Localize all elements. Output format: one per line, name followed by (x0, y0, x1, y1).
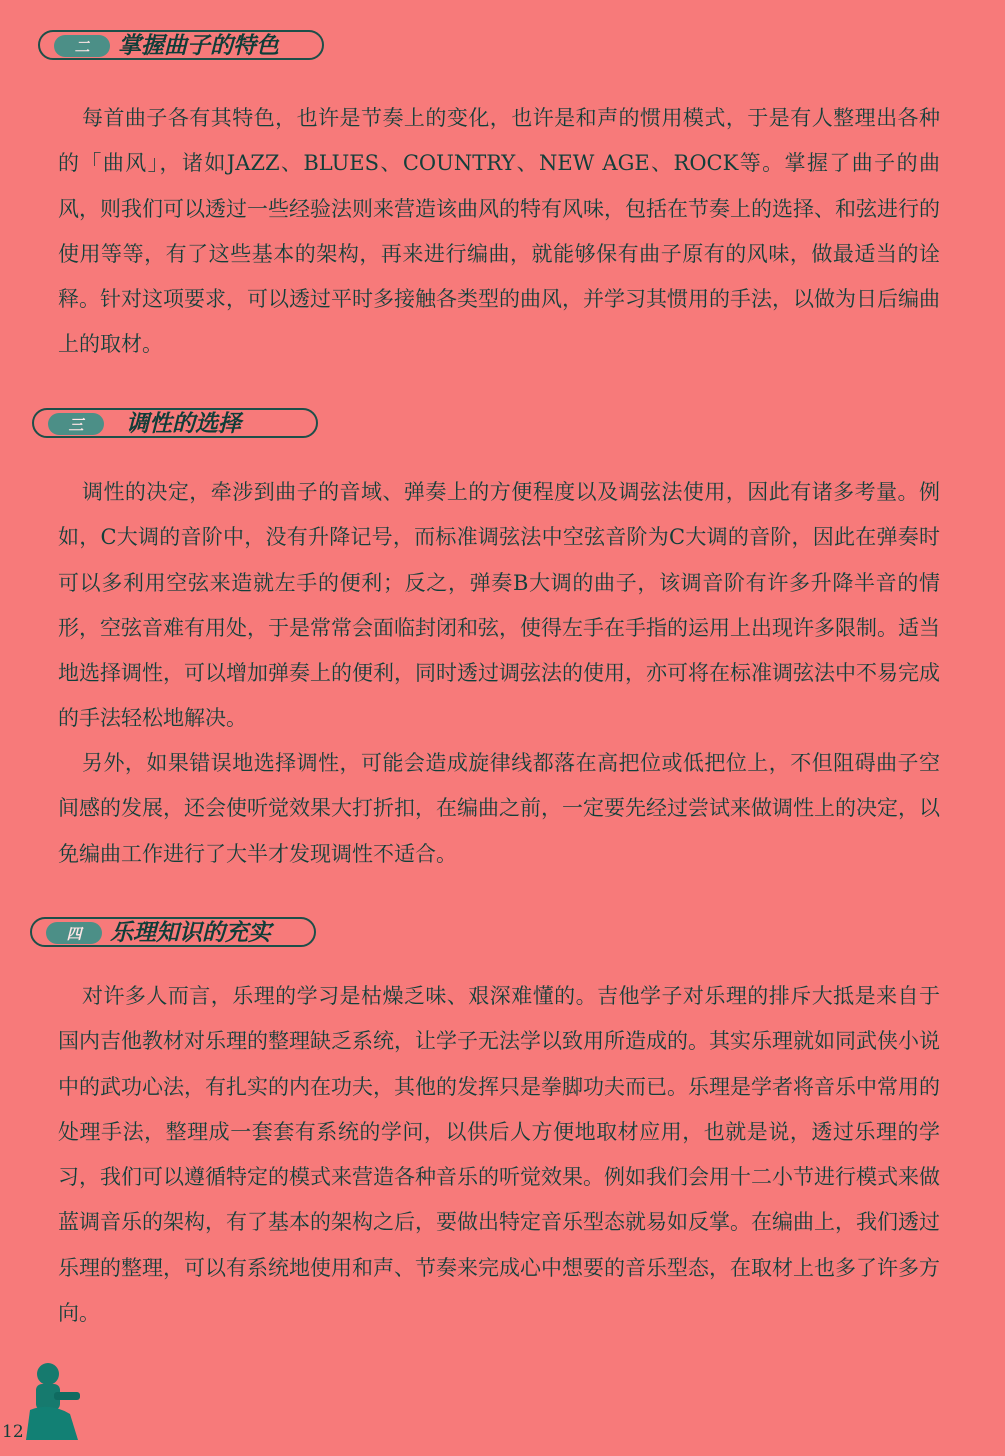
section-title: 调性的选择 (126, 411, 241, 437)
paragraph: 对许多人而言，乐理的学习是枯燥乏味、艰深难懂的。吉他学子对乐理的排斥大抵是来自于国内吉他教材对乐理的整理缺乏系统，让学子无法学以致用所造成的。其实乐理就如同武侠小说中的武功心法，有扎实的内在功夫，其他的发挥只是拳脚功夫而已。乐理是学者将音乐中常用的处理手法，整理成一套套有系统的学问，以供后人方便地取材应用，也就是说，透过乐理的学习，我们可以遵循特定的模式来营造各种音乐的听觉效果。例如我们会用十二小节进行模式来做蓝调音乐的架构，有了基本的架构之后，要做出特定音乐型态就易如反掌。在编曲上，我们透过乐理的整理，可以有系统地使用和声、节奏来完成心中想要的音乐型态，在取材上也多了许多方向。 (58, 984, 940, 1326)
section-number-badge: 四 (46, 922, 102, 944)
section-number-badge: 三 (48, 413, 104, 435)
paragraph: 另外，如果错误地选择调性，可能会造成旋律线都落在高把位或低把位上，不但阻碍曲子空间感的发展，还会使听觉效果大打折扣，在编曲之前，一定要先经过尝试来做调性上的决定，以免编曲工作进行了大半才发现调性不适合。 (58, 751, 940, 866)
page-number: 12 (2, 1422, 24, 1442)
section-title: 掌握曲子的特色 (118, 33, 279, 59)
section-header-key (32, 408, 318, 438)
paragraph: 调性的决定，牵涉到曲子的音域、弹奏上的方便程度以及调弦法使用，因此有诸多考量。例如，C大调的音阶中，没有升降记号，而标准调弦法中空弦音阶为C大调的音阶，因此在弹奏时可以多利用空弦来造就左手的便利；反之，弹奏B大调的曲子，该调音阶有许多升降半音的情形，空弦音难有用处，于是常常会面临封闭和弦，使得左手在手指的运用上出现许多限制。适当地选择调性，可以增加弹奏上的便利，同时透过调弦法的使用，亦可将在标准调弦法中不易完成的手法轻松地解决。 (58, 480, 940, 731)
section-number-badge: 二 (54, 35, 110, 57)
section-header-style (38, 30, 324, 60)
section-header-theory (30, 917, 316, 947)
guitarist-silhouette-icon (20, 1362, 84, 1442)
section-title: 乐理知识的充实 (110, 920, 271, 946)
paragraph: 每首曲子各有其特色，也许是节奏上的变化，也许是和声的惯用模式，于是有人整理出各种的「曲风」，诸如JAZZ、BLUES、COUNTRY、NEW AGE、ROCK等。掌握了曲子的曲风，则我们可以透过一些经验法则来营造该曲风的特有风味，包括在节奏上的选择、和弦进行的使用等等，有了这些基本的架构，再来进行编曲，就能够保有曲子原有的风味，做最适当的诠释。针对这项要求，可以透过平时多接触各类型的曲风，并学习其惯用的手法，以做为日后编曲上的取材。 (58, 106, 940, 357)
